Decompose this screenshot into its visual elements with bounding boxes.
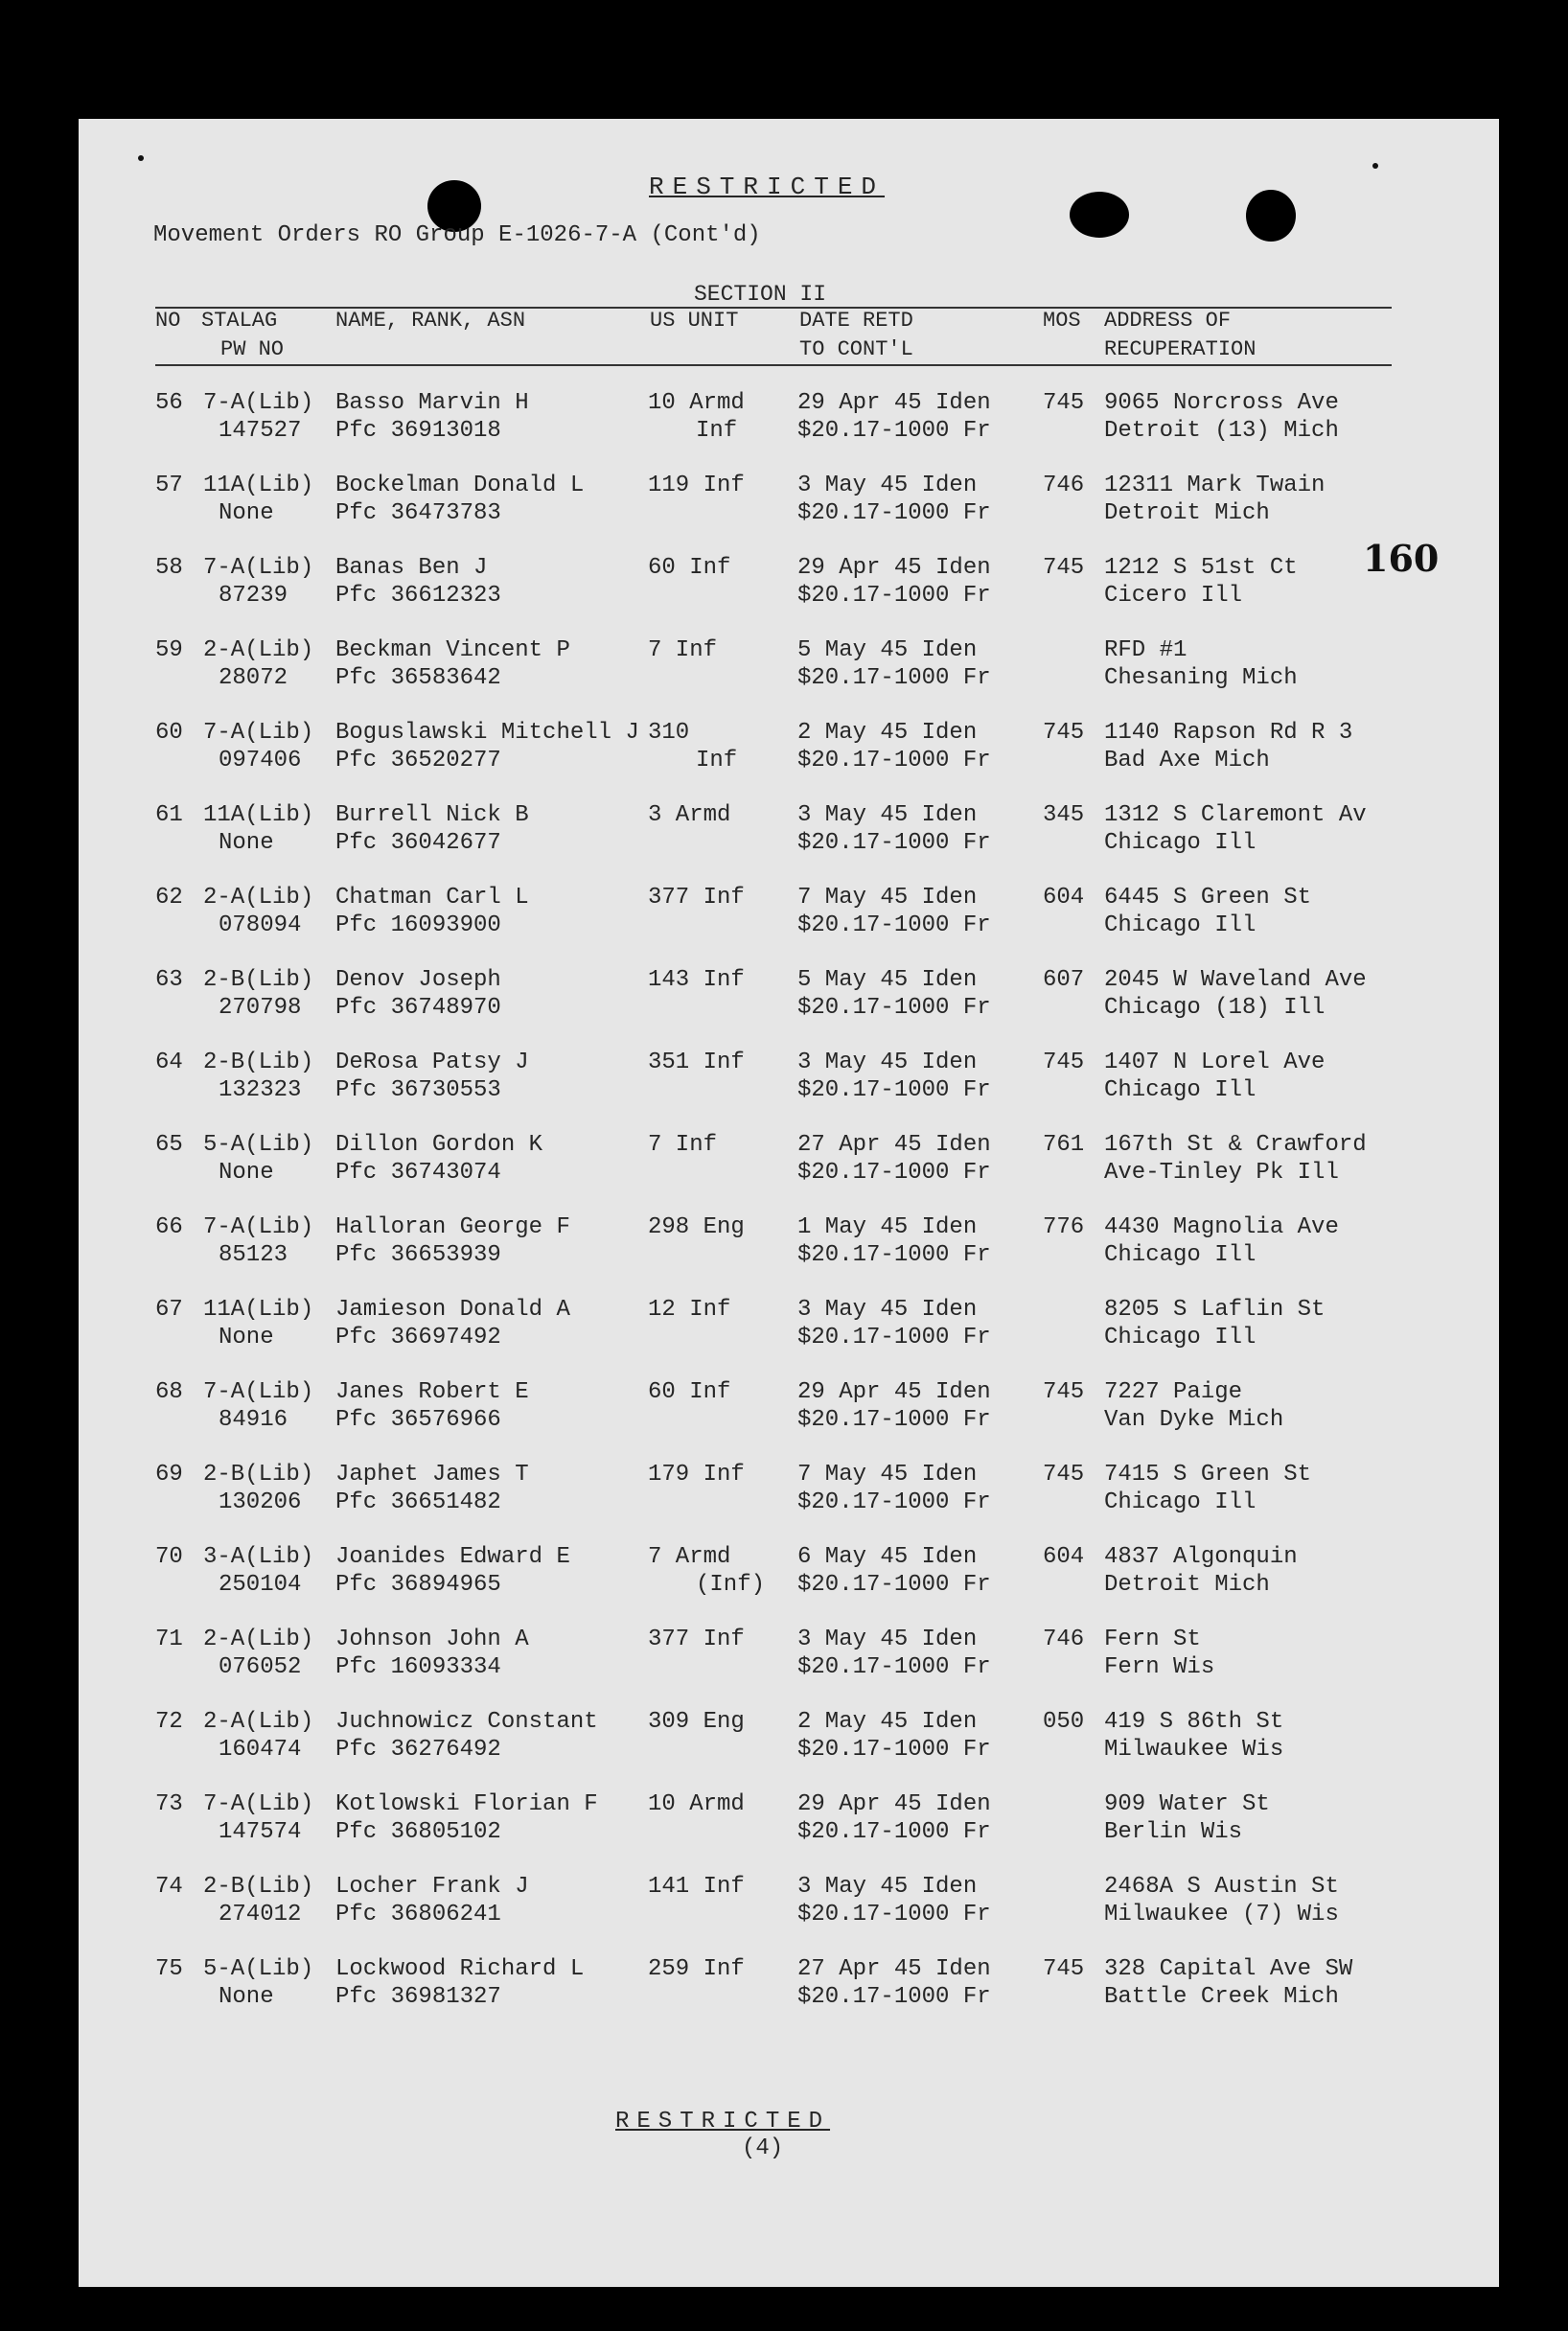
row-number: 66 [155,1214,183,1240]
stalag-cell: 7-A(Lib) 147574 [203,1791,314,1845]
date-cell: 3 May 45 Iden $20.17-1000 Fr [797,473,991,526]
table-row [79,1461,1499,1543]
mos-cell: 745 [1043,1462,1085,1488]
mos-cell: 746 [1043,1627,1085,1652]
col-header-no: NO [155,309,181,333]
row-number: 56 [155,390,183,416]
unit-cell: 309 Eng [648,1709,745,1735]
address-cell: 2468A S Austin St Milwaukee (7) Wis [1104,1874,1339,1927]
address-cell: 419 S 86th St Milwaukee Wis [1104,1709,1284,1763]
col-header-name: NAME, RANK, ASN [335,309,526,333]
stalag-cell: 7-A(Lib) 85123 [203,1214,314,1268]
mos-cell: 050 [1043,1709,1085,1735]
table-row [79,1049,1499,1131]
unit-cell: 377 Inf [648,1627,745,1652]
name-cell: Lockwood Richard L Pfc 36981327 [335,1956,585,2010]
mos-cell: 745 [1043,1956,1085,1982]
mos-cell: 345 [1043,802,1085,828]
col-header-date: DATE RETD TO CONT'L [799,309,913,361]
table-row [79,1708,1499,1790]
table-row [79,966,1499,1049]
date-cell: 7 May 45 Iden $20.17-1000 Fr [797,885,991,938]
date-cell: 3 May 45 Iden $20.17-1000 Fr [797,1050,991,1103]
col-header-mos: MOS [1043,309,1081,333]
row-number: 59 [155,637,183,663]
stalag-cell: 2-B(Lib) 130206 [203,1462,314,1515]
name-cell: Dillon Gordon K Pfc 36743074 [335,1132,543,1186]
row-number: 73 [155,1791,183,1817]
address-cell: 2045 W Waveland Ave Chicago (18) Ill [1104,967,1367,1021]
stalag-cell: 11A(Lib) None [203,1297,314,1350]
address-cell: 6445 S Green St Chicago Ill [1104,885,1312,938]
table-row [79,1873,1499,1955]
col-header-address: ADDRESS OF RECUPERATION [1104,309,1257,361]
col-header-stalag: STALAG PW NO [201,309,285,361]
table-row [79,1543,1499,1626]
col-header-unit: US UNIT [650,309,739,333]
unit-cell: 141 Inf [648,1874,745,1900]
name-cell: Denov Joseph Pfc 36748970 [335,967,501,1021]
page-stamp-number: 160 [1363,537,1440,580]
name-cell: Juchnowicz Constant Pfc 36276492 [335,1709,598,1763]
unit-cell: 143 Inf [648,967,745,993]
mos-cell: 604 [1043,885,1085,911]
address-cell: 1140 Rapson Rd R 3 Bad Axe Mich [1104,720,1353,773]
stalag-cell: 5-A(Lib) None [203,1956,314,2010]
mos-cell: 604 [1043,1544,1085,1570]
mos-cell: 746 [1043,473,1085,498]
mos-cell: 607 [1043,967,1085,993]
date-cell: 27 Apr 45 Iden $20.17-1000 Fr [797,1132,991,1186]
stalag-cell: 7-A(Lib) 84916 [203,1379,314,1433]
row-number: 68 [155,1379,183,1405]
name-cell: Burrell Nick B Pfc 36042677 [335,802,529,856]
address-cell: 1212 S 51st Ct Cicero Ill [1104,555,1298,609]
row-number: 71 [155,1627,183,1652]
table-row [79,1131,1499,1213]
row-number: 61 [155,802,183,828]
stalag-cell: 2-B(Lib) 132323 [203,1050,314,1103]
unit-cell: 259 Inf [648,1956,745,1982]
address-cell: RFD #1 Chesaning Mich [1104,637,1298,691]
table-row [79,472,1499,554]
row-number: 63 [155,967,183,993]
address-cell: 7415 S Green St Chicago Ill [1104,1462,1312,1515]
name-cell: Joanides Edward E Pfc 36894965 [335,1544,570,1598]
date-cell: 29 Apr 45 Iden $20.17-1000 Fr [797,555,991,609]
address-cell: 9065 Norcross Ave Detroit (13) Mich [1104,390,1339,444]
stalag-cell: 2-B(Lib) 274012 [203,1874,314,1927]
name-cell: Chatman Carl L Pfc 16093900 [335,885,529,938]
address-cell: 12311 Mark Twain Detroit Mich [1104,473,1326,526]
date-cell: 29 Apr 45 Iden $20.17-1000 Fr [797,1379,991,1433]
mos-cell: 745 [1043,390,1085,416]
unit-cell: 298 Eng [648,1214,745,1240]
table-row [79,801,1499,884]
date-cell: 27 Apr 45 Iden $20.17-1000 Fr [797,1956,991,2010]
name-cell: Locher Frank J Pfc 36806241 [335,1874,529,1927]
address-cell: 4837 Algonquin Detroit Mich [1104,1544,1298,1598]
unit-cell: 3 Armd [648,802,731,828]
address-cell: 7227 Paige Van Dyke Mich [1104,1379,1284,1433]
row-number: 62 [155,885,183,911]
name-cell: Beckman Vincent P Pfc 36583642 [335,637,570,691]
mos-cell: 776 [1043,1214,1085,1240]
name-cell: Halloran George F Pfc 36653939 [335,1214,570,1268]
table-row [79,884,1499,966]
name-cell: Jamieson Donald A Pfc 36697492 [335,1297,570,1350]
unit-cell: 7 Inf [648,1132,718,1158]
stalag-cell: 2-A(Lib) 160474 [203,1709,314,1763]
header-restricted: RESTRICTED [649,173,886,201]
date-cell: 29 Apr 45 Iden $20.17-1000 Fr [797,390,991,444]
row-number: 72 [155,1709,183,1735]
name-cell: Kotlowski Florian F Pfc 36805102 [335,1791,598,1845]
row-number: 60 [155,720,183,746]
stalag-cell: 3-A(Lib) 250104 [203,1544,314,1598]
unit-cell: 310 Inf [648,720,738,773]
row-number: 74 [155,1874,183,1900]
name-cell: Boguslawski Mitchell J Pfc 36520277 [335,720,639,773]
table-row [79,1790,1499,1873]
address-cell: 1407 N Lorel Ave Chicago Ill [1104,1050,1326,1103]
date-cell: 2 May 45 Iden $20.17-1000 Fr [797,1709,991,1763]
row-number: 75 [155,1956,183,1982]
stalag-cell: 7-A(Lib) 147527 [203,390,314,444]
header-rule-bottom [155,364,1392,366]
address-cell: 909 Water St Berlin Wis [1104,1791,1270,1845]
stalag-cell: 11A(Lib) None [203,802,314,856]
stalag-cell: 2-A(Lib) 28072 [203,637,314,691]
table-row [79,554,1499,636]
movement-orders-title: Movement Orders RO Group E-1026-7-A (Cont'd) [153,222,761,248]
stalag-cell: 2-A(Lib) 078094 [203,885,314,938]
unit-cell: 377 Inf [648,885,745,911]
unit-cell: 10 Armd Inf [648,390,745,444]
date-cell: 7 May 45 Iden $20.17-1000 Fr [797,1462,991,1515]
speck [138,155,144,161]
table-row [79,1626,1499,1708]
speck [1372,163,1378,169]
stalag-cell: 5-A(Lib) None [203,1132,314,1186]
date-cell: 5 May 45 Iden $20.17-1000 Fr [797,967,991,1021]
mos-cell: 745 [1043,1379,1085,1405]
stalag-cell: 7-A(Lib) 87239 [203,555,314,609]
address-cell: 8205 S Laflin St Chicago Ill [1104,1297,1326,1350]
date-cell: 6 May 45 Iden $20.17-1000 Fr [797,1544,991,1598]
footer-page-number: (4) [742,2135,784,2161]
mos-cell: 745 [1043,555,1085,581]
date-cell: 3 May 45 Iden $20.17-1000 Fr [797,1874,991,1927]
address-cell: 1312 S Claremont Av Chicago Ill [1104,802,1367,856]
table-row [79,1213,1499,1296]
unit-cell: 7 Inf [648,637,718,663]
name-cell: Banas Ben J Pfc 36612323 [335,555,501,609]
row-number: 58 [155,555,183,581]
footer-restricted: RESTRICTED [615,2109,831,2135]
name-cell: Johnson John A Pfc 16093334 [335,1627,529,1680]
row-number: 64 [155,1050,183,1075]
table-row [79,389,1499,472]
unit-cell: 179 Inf [648,1462,745,1488]
name-cell: Janes Robert E Pfc 36576966 [335,1379,529,1433]
date-cell: 29 Apr 45 Iden $20.17-1000 Fr [797,1791,991,1845]
date-cell: 2 May 45 Iden $20.17-1000 Fr [797,720,991,773]
row-number: 65 [155,1132,183,1158]
table-row [79,1955,1499,2038]
date-cell: 5 May 45 Iden $20.17-1000 Fr [797,637,991,691]
unit-cell: 10 Armd [648,1791,745,1817]
name-cell: Japhet James T Pfc 36651482 [335,1462,529,1515]
stalag-cell: 7-A(Lib) 097406 [203,720,314,773]
unit-cell: 7 Armd (Inf) [648,1544,766,1598]
address-cell: 328 Capital Ave SW Battle Creek Mich [1104,1956,1353,2010]
row-number: 70 [155,1544,183,1570]
address-cell: Fern St Fern Wis [1104,1627,1215,1680]
address-cell: 4430 Magnolia Ave Chicago Ill [1104,1214,1339,1268]
stalag-cell: 2-A(Lib) 076052 [203,1627,314,1680]
date-cell: 3 May 45 Iden $20.17-1000 Fr [797,1297,991,1350]
mos-cell: 745 [1043,720,1085,746]
name-cell: Basso Marvin H Pfc 36913018 [335,390,529,444]
date-cell: 1 May 45 Iden $20.17-1000 Fr [797,1214,991,1268]
mos-cell: 745 [1043,1050,1085,1075]
stalag-cell: 2-B(Lib) 270798 [203,967,314,1021]
table-row [79,636,1499,719]
unit-cell: 119 Inf [648,473,745,498]
unit-cell: 351 Inf [648,1050,745,1075]
row-number: 69 [155,1462,183,1488]
table-row [79,1378,1499,1461]
table-row [79,719,1499,801]
document-page [79,119,1499,2287]
date-cell: 3 May 45 Iden $20.17-1000 Fr [797,1627,991,1680]
name-cell: DeRosa Patsy J Pfc 36730553 [335,1050,529,1103]
punch-hole-far-right [1246,190,1296,242]
address-cell: 167th St & Crawford Ave-Tinley Pk Ill [1104,1132,1367,1186]
name-cell: Bockelman Donald L Pfc 36473783 [335,473,585,526]
unit-cell: 60 Inf [648,555,731,581]
table-row [79,1296,1499,1378]
row-number: 57 [155,473,183,498]
unit-cell: 60 Inf [648,1379,731,1405]
punch-hole-right [1070,192,1129,238]
mos-cell: 761 [1043,1132,1085,1158]
row-number: 67 [155,1297,183,1323]
unit-cell: 12 Inf [648,1297,731,1323]
section-title: SECTION II [694,282,827,307]
stalag-cell: 11A(Lib) None [203,473,314,526]
date-cell: 3 May 45 Iden $20.17-1000 Fr [797,802,991,856]
